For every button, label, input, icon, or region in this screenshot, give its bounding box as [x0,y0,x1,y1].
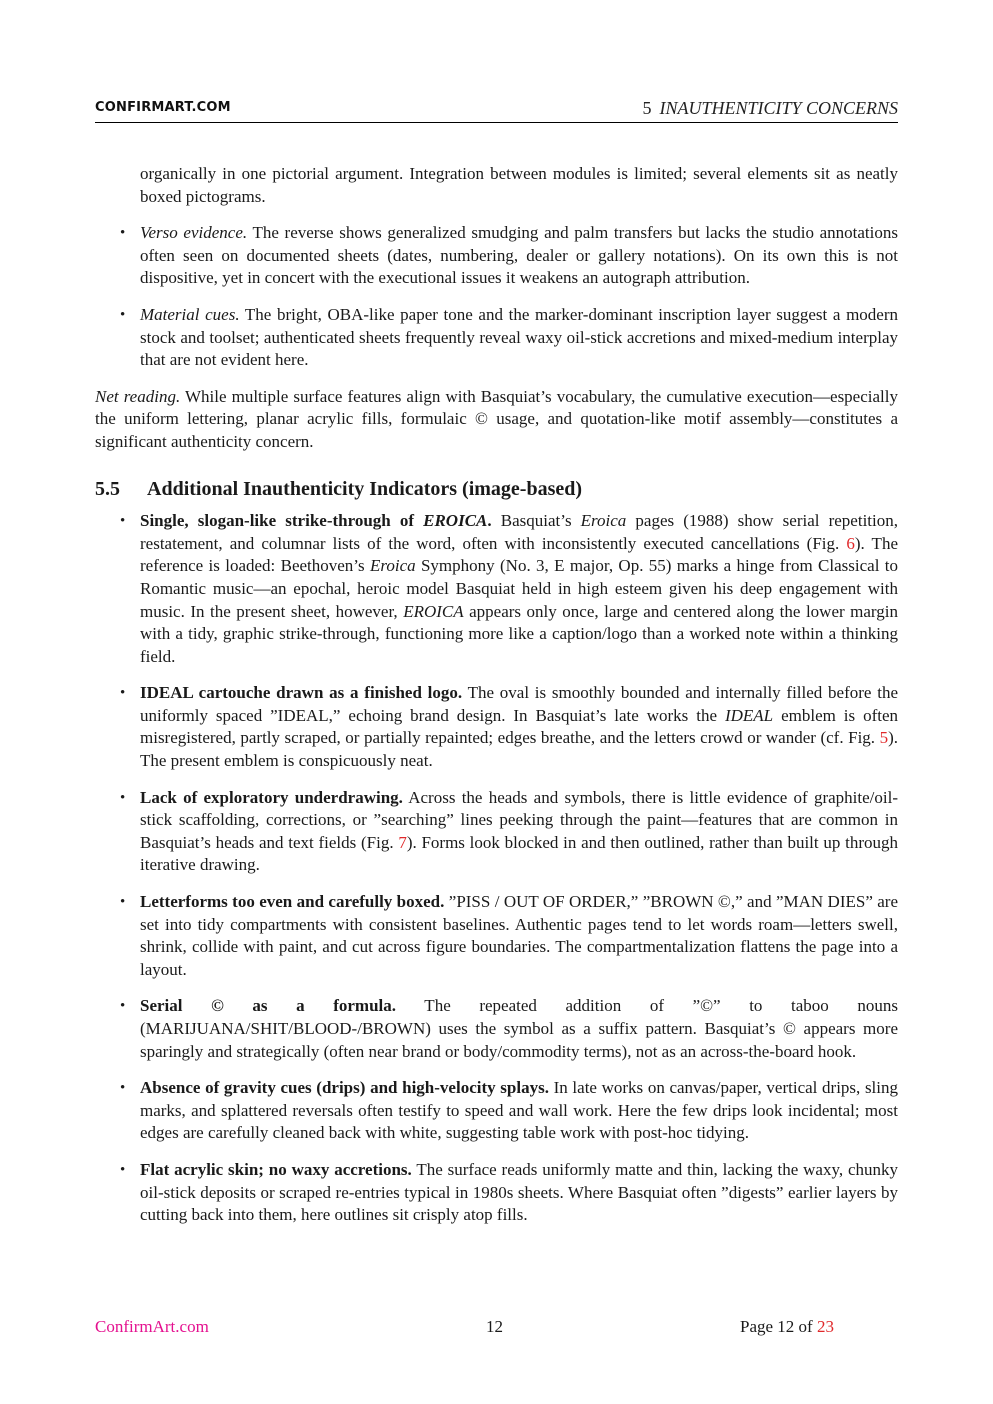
footer-page-count: Page 12 of 23 [740,1317,834,1336]
bullet-label: Verso evidence. [140,223,248,243]
bullet-material-cues [95,304,898,372]
section-heading [95,478,898,501]
running-head-number: 5 [642,98,652,118]
bullet-text: The bright, OBA-like paper tone and the marker-dominant inscription layer suggest a modern stock and toolset; authenticated sheets frequently reveal waxy oil-stick accretions and mixed-medium interplay that are not evident here. [140,304,899,370]
footer-total-pages-link[interactable]: 23 [816,1317,834,1336]
page-body [95,163,898,1241]
bullet-dot: • [120,894,126,911]
bullet-eroica: • Single, slogan-like strike-through of EROICA. Basquiat’s Eroica pages (1988) show serial repetition, restatement, and columnar lists of the word, often with inconsistently executed cancellations (Fig. 6). The reference is loaded: Beethoven’s Eroica Symphony (No. 3, E major, Op. 55) marks a hinge from Classical to Romantic music—an epochal, heroic model Basquiat held in high esteem given his deep engagement with music. In the present sheet, however, EROICA appears only once, large and centered along the lower margin with a tidy, graphic strike-through, functioning more like a caption/logo than a worked note within a thinking field. [120,511,898,666]
bullet-label: Material cues. [140,304,240,324]
bullet-dot: • [120,1161,126,1178]
running-head-title: INAUTHENTICITY CONCERNS [659,98,898,118]
figure-5-link[interactable]: 5 [879,728,889,748]
net-reading-paragraph [95,386,898,454]
bullet-ideal-cartouche: • IDEAL cartouche drawn as a finished logo. The oval is smoothly bounded and internally filled before the uniformly spaced ”IDEAL,” echoing brand design. In Basquiat’s late works the IDEAL emblem is often misregistered, partly scraped, or partially repainted; edges breathe, and the letters crowd or wander (cf. Fig. 5). The present emblem is conspicuously neat. [120,683,899,771]
section-number: 5.5 [95,477,120,500]
bullet-continuation: organically in one pictorial argument. Integration between modules is limited; several elements sit as neatly boxed pictograms. [140,164,898,206]
footer-site-link[interactable]: ConfirmArt.com [95,1317,209,1336]
bullet-text: The reverse shows generalized smudging and palm transfers but lacks the studio annotations often seen on documented sheets (dates, numbering, dealer or gallery notations). On its own this is not dispositive, yet in concert with the executional issues it weakens an autograph attribution. [140,223,898,288]
bullet-letterforms: • Letterforms too even and carefully boxed. ”PISS / OUT OF ORDER,” ”BROWN ©,” and ”MAN DIES” are set into tidy compartments with consistent baselines. Authentic pages tend to let words roam—letters swell, shrink, collide with paint, and cut across figure boundaries. The compartmentalization flattens the page into a layout. [120,892,898,979]
bullet-serial-copyright: • Serial © as a formula. The repeated addition of ”©” to taboo nouns (MARIJUANA/SHIT/BLOOD-/BROWN) uses the symbol as a suffix pattern. Basquiat’s © appears more sparingly and strategically (often near brand or body/commodity terms), not as an across-the-board hook. [120,996,898,1061]
net-reading-label: Net reading. [95,386,181,406]
confirmart-logo: CONFIRMART.COM [95,100,231,115]
figure-6-link[interactable]: 6 [846,533,855,553]
footer-page-number: 12 [486,1317,503,1336]
page-header [95,98,898,123]
section-title: Additional Inauthenticity Indicators (image-based) [147,477,583,500]
page-footer [95,1317,898,1341]
bullet-dot: • [120,685,126,702]
bullet-dot: • [120,513,126,530]
bullet-dot: • [120,789,126,806]
figure-7-link[interactable]: 7 [398,832,407,852]
bullet-dot: • [120,225,126,242]
bullet-dot: • [120,306,126,323]
bullet-underdrawing: • Lack of exploratory underdrawing. Across the heads and symbols, there is little evidence of graphite/oil-stick scaffolding, corrections, or ”searching” lines peeking through the paint—features that are common in Basquiat’s heads and text fields (Fig. 7). Forms look blocked in and then outlined, rather than built up through iterative drawing. [120,787,899,875]
bullet-dot: • [120,1080,126,1097]
bullet-verso-evidence [95,222,898,290]
running-head [642,98,898,119]
net-reading-text: While multiple surface features align with Basquiat’s vocabulary, the cumulative execution—especially the uniform lettering, planar acrylic fills, formulaic © usage, and quotation-like motif assembly—constitutes a significant authenticity concern. [95,386,898,451]
bullet-gravity-cues: • Absence of gravity cues (drips) and high-velocity splays. In late works on canvas/paper, vertical drips, sling marks, and splattered reversals often testify to speed and wall work. Here the few drips look incidental; most edges are carefully cleaned back with white, suggesting table work with post-hoc tidying. [120,1078,899,1143]
bullet-dot: • [120,998,126,1015]
bullet-flat-acrylic: • Flat acrylic skin; no waxy accretions. The surface reads uniformly matte and thin, lacking the waxy, chunky oil-stick deposits or scraped re-entries typical in 1980s sheets. Where Basquiat often ”digests” earlier layers by cutting back into them, here outlines sit crisply atop fills. [120,1159,898,1225]
